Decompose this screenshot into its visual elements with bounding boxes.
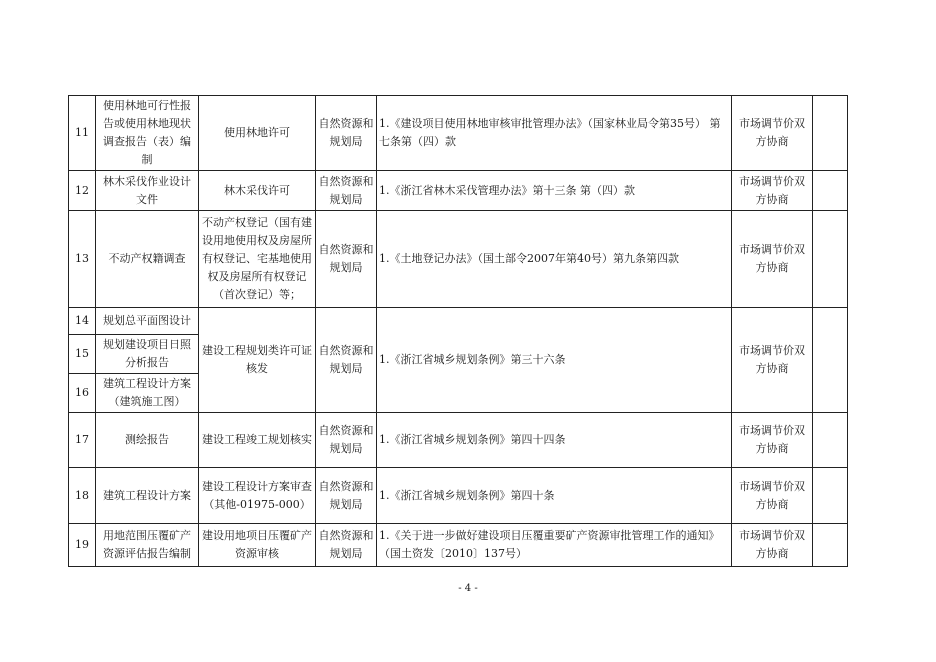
- pricing-method: 市场调节价双方协商: [732, 96, 813, 171]
- pricing-method: 市场调节价双方协商: [732, 171, 813, 211]
- department: 自然资源和规划局: [316, 308, 377, 413]
- approval-matter: 使用林地许可: [199, 96, 316, 171]
- department: 自然资源和规划局: [316, 211, 377, 308]
- legal-basis: 1.《浙江省城乡规划条例》第三十六条: [377, 308, 732, 413]
- page-number: - 4 -: [458, 583, 478, 594]
- service-item: 林木采伐作业设计文件: [96, 171, 199, 211]
- note-cell: [813, 524, 848, 567]
- services-table: [68, 95, 848, 567]
- row-number: 13: [69, 211, 96, 308]
- legal-basis: 1.《浙江省城乡规划条例》第四十条: [377, 468, 732, 524]
- service-item: 不动产权籍调查: [96, 211, 199, 308]
- legal-basis: 1.《建设项目使用林地审核审批管理办法》（国家林业局令第35号） 第七条第（四）款: [377, 96, 732, 171]
- pricing-method: 市场调节价双方协商: [732, 524, 813, 567]
- pricing-method: 市场调节价双方协商: [732, 211, 813, 308]
- table-row: [69, 468, 848, 524]
- pricing-method: 市场调节价双方协商: [732, 413, 813, 468]
- row-number: 12: [69, 171, 96, 211]
- legal-basis: 1.《浙江省林木采伐管理办法》第十三条 第（四）款: [377, 171, 732, 211]
- note-cell: [813, 211, 848, 308]
- legal-basis: 1.《土地登记办法》（国土部令2007年第40号）第九条第四款: [377, 211, 732, 308]
- note-cell: [813, 413, 848, 468]
- pricing-method: 市场调节价双方协商: [732, 468, 813, 524]
- row-number: 18: [69, 468, 96, 524]
- department: 自然资源和规划局: [316, 413, 377, 468]
- note-cell: [813, 171, 848, 211]
- note-cell: [813, 96, 848, 171]
- service-item: 规划总平面图设计: [96, 308, 199, 335]
- approval-matter: 建设工程规划类许可证核发: [199, 308, 316, 413]
- approval-matter: 不动产权登记（国有建设用地使用权及房屋所有权登记、宅基地使用权及房屋所有权登记（首次登记）等；: [199, 211, 316, 308]
- department: 自然资源和规划局: [316, 468, 377, 524]
- note-cell: [813, 308, 848, 413]
- service-item: 建筑工程设计方案（建筑施工图）: [96, 374, 199, 413]
- row-number: 17: [69, 413, 96, 468]
- approval-matter: 林木采伐许可: [199, 171, 316, 211]
- table-row: [69, 211, 848, 308]
- department: 自然资源和规划局: [316, 96, 377, 171]
- legal-basis: 1.《关于进一步做好建设项目压覆重要矿产资源审批管理工作的通知》（国土资发〔2010〕137号）: [377, 524, 732, 567]
- service-item: 规划建设项目日照分析报告: [96, 335, 199, 374]
- service-item: 建筑工程设计方案: [96, 468, 199, 524]
- row-number: 16: [69, 374, 96, 413]
- approval-matter: 建设工程设计方案审查（其他-01975-000）: [199, 468, 316, 524]
- approval-matter: 建设用地项目压覆矿产资源审核: [199, 524, 316, 567]
- department: 自然资源和规划局: [316, 171, 377, 211]
- table-row: [69, 413, 848, 468]
- pricing-method: 市场调节价双方协商: [732, 308, 813, 413]
- table-row: [69, 171, 848, 211]
- service-item: 用地范围压覆矿产资源评估报告编制: [96, 524, 199, 567]
- approval-matter: 建设工程竣工规划核实: [199, 413, 316, 468]
- table-row: [69, 308, 848, 335]
- row-number: 11: [69, 96, 96, 171]
- service-item: 测绘报告: [96, 413, 199, 468]
- legal-basis: 1.《浙江省城乡规划条例》第四十四条: [377, 413, 732, 468]
- row-number: 15: [69, 335, 96, 374]
- row-number: 19: [69, 524, 96, 567]
- note-cell: [813, 468, 848, 524]
- service-item: 使用林地可行性报告或使用林地现状调查报告（表）编制: [96, 96, 199, 171]
- row-number: 14: [69, 308, 96, 335]
- department: 自然资源和规划局: [316, 524, 377, 567]
- table-row: [69, 96, 848, 171]
- table-row: [69, 524, 848, 567]
